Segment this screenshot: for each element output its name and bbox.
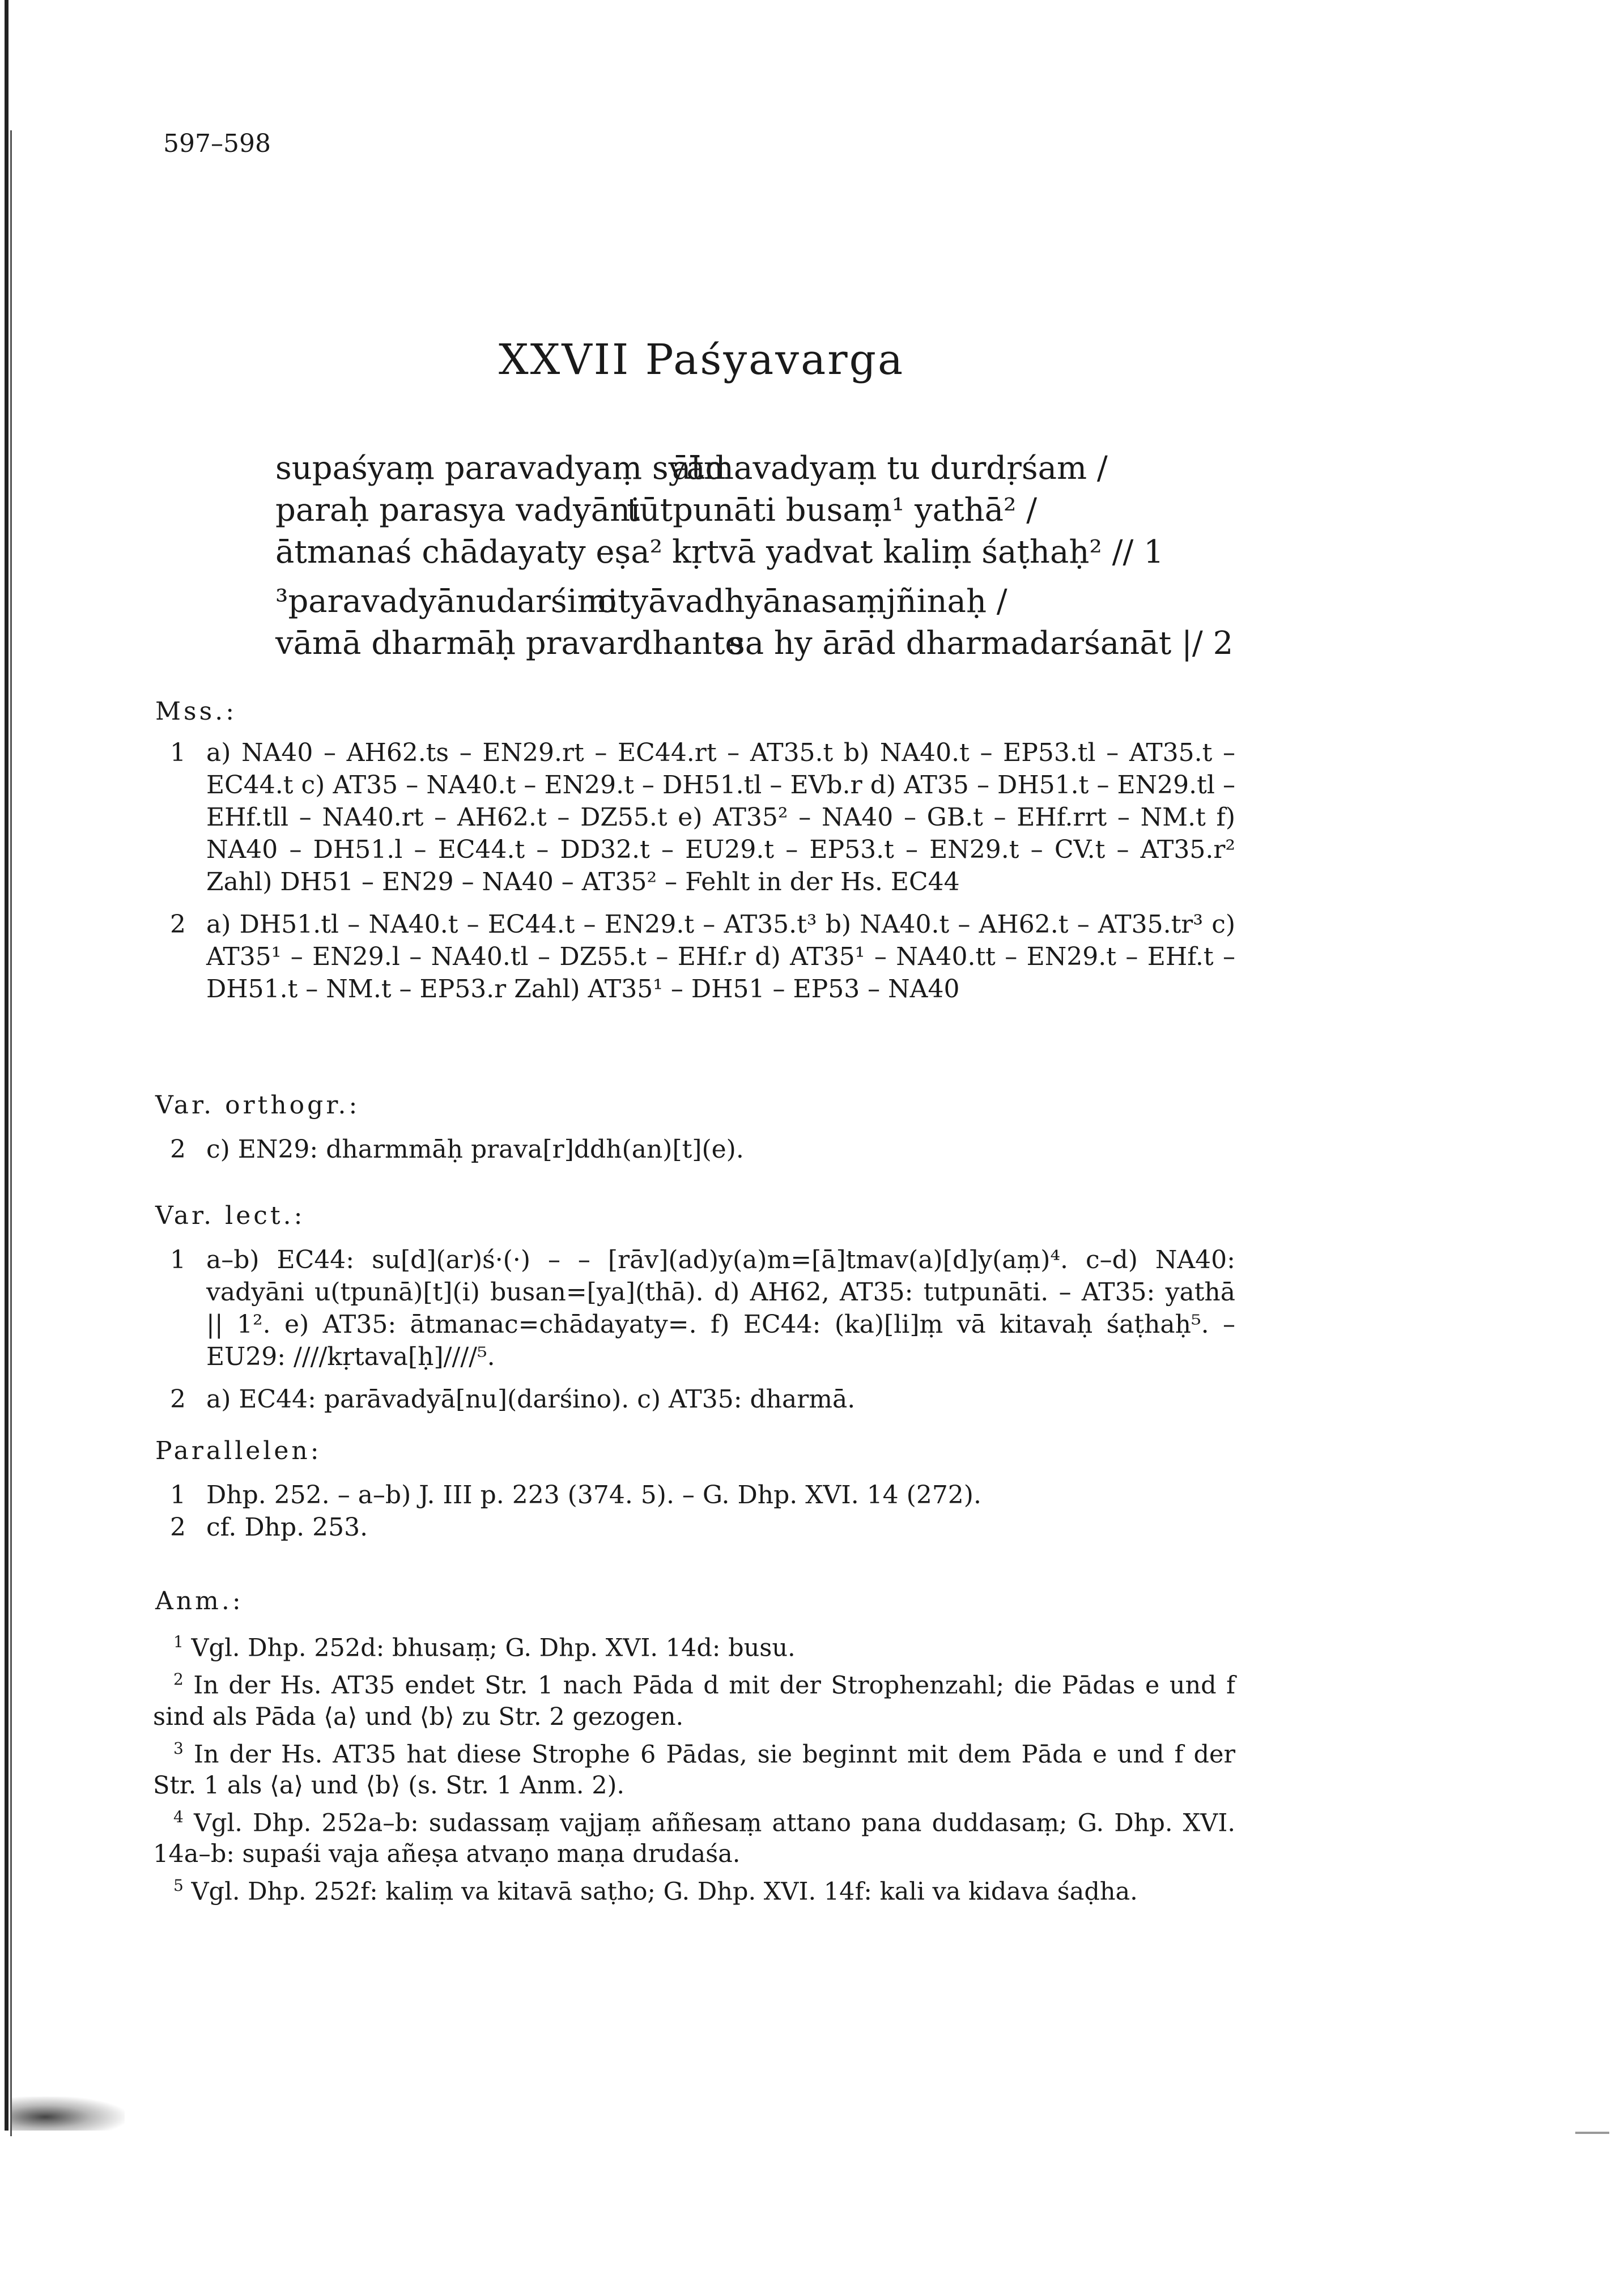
mss-list — [170, 737, 1235, 1015]
pada-a: paraḥ parasya vadyāni — [275, 492, 641, 529]
pada-a: ³paravadyānudarśino — [275, 583, 617, 620]
pada-a: ātmanaś chādayaty eṣa² — [275, 534, 663, 571]
parallelen-entry — [170, 1511, 1235, 1544]
mss-entry — [170, 737, 1235, 898]
var-orthogr-list — [170, 1133, 1235, 1176]
entry-text: a) DH51.tl – NA40.t – EC44.t – EN29.t – AT35.t³ b) NA40.t – AH62.t – AT35.tr³ c) AT35¹ – EN29.l – NA40.tl – DZ55.t – EHf.r d) AT35¹ – NA40.tt – EN29.t – EHf.t – DH51.t – NM.t – EP53.r Zahl) AT35¹ – DH51 – EP53 – NA40 — [206, 910, 1235, 1004]
var-lect-list — [170, 1244, 1235, 1426]
pada-a: vāmā dharmāḥ pravardhante — [275, 625, 744, 662]
scan-left-edge — [5, 0, 8, 2131]
scan-smudge — [11, 2097, 125, 2131]
entry-number: 1 — [170, 738, 186, 767]
entry-number: 2 — [170, 910, 186, 939]
pada-b: tūtpunāti busaṃ¹ yathā² / — [627, 492, 1038, 529]
footnote — [153, 1801, 1235, 1870]
footnote-text: In der Hs. AT35 endet Str. 1 nach Pāda d mit der Strophenzahl; die Pādas e und f sind als Pāda ⟨a⟩ und ⟨b⟩ zu Str. 2 gezogen. — [153, 1671, 1235, 1731]
footnote — [153, 1870, 1235, 1907]
parallelen-list — [170, 1479, 1235, 1554]
footnote-mark: 1 — [173, 1632, 184, 1651]
parallelen-entry — [170, 1479, 1235, 1511]
entry-number: 1 — [170, 1245, 186, 1274]
entry-number: 2 — [170, 1385, 186, 1414]
pada-b: kṛtvā yadvat kaliṃ śaṭhaḥ² // 1 — [672, 534, 1164, 571]
pada-b: nityāvadhyānasaṃjñinaḥ / — [587, 583, 1007, 620]
var-orthogr-heading: Var. orthogr.: — [155, 1091, 360, 1120]
footnote-mark: 5 — [173, 1876, 184, 1895]
anm-notes — [153, 1626, 1235, 1908]
footnote-mark: 3 — [173, 1738, 184, 1758]
anm-heading: Anm.: — [155, 1587, 244, 1615]
pada-a: supaśyaṃ paravadyaṃ syād — [275, 450, 726, 487]
entry-text: a) NA40 – AH62.ts – EN29.rt – EC44.rt – AT35.t b) NA40.t – EP53.tl – AT35.t – EC44.t c) AT35 – NA40.t – EN29.t – DH51.tl – EVb.r d) AT35 – DH51.t – EN29.tl – EHf.tll – NA40.rt – AH62.t – DZ55.t e) AT35² – NA40 – GB.t – EHf.rrt – NM.t f) NA40 – DH51.l – EC44.t – DD32.t – EU29.t – EP53.t – EN29.t – CV.t – AT35.r² Zahl) DH51 – EN29 – NA40 – AT35² – Fehlt in der Hs. EC44 — [206, 738, 1235, 896]
entry-number: 2 — [170, 1135, 186, 1164]
footnote-mark: 2 — [173, 1670, 184, 1689]
footnote-mark: 4 — [173, 1807, 184, 1826]
footnote-text: In der Hs. AT35 hat diese Strophe 6 Pādas, sie beginnt mit dem Pāda e und f der Str. 1 als ⟨a⟩ und ⟨b⟩ (s. Str. 1 Anm. 2). — [153, 1740, 1236, 1800]
mss-entry — [170, 908, 1235, 1005]
var-lect-entry — [170, 1244, 1235, 1373]
entry-text: Dhp. 252. – a–b) J. III p. 223 (374. 5). – G. Dhp. XVI. 14 (272). — [206, 1481, 981, 1510]
parallelen-heading: Parallelen: — [155, 1436, 322, 1465]
page-number: 597–598 — [163, 129, 271, 158]
var-orthogr-entry — [170, 1133, 1235, 1166]
mss-heading: Mss.: — [155, 697, 237, 726]
chapter-title: XXVII Paśyavarga — [499, 335, 905, 384]
var-lect-entry — [170, 1383, 1235, 1415]
footnote — [153, 1664, 1235, 1732]
footnote-text: Vgl. Dhp. 252f: kaliṃ va kitavā saṭho; G. Dhp. XVI. 14f: kali va kidava śaḍha. — [191, 1877, 1138, 1906]
pada-b: sa hy ārād dharmadarśanāt |/ 2 — [729, 625, 1234, 662]
footnote — [153, 1626, 1235, 1664]
entry-text: c) EN29: dharmmāḥ prava[r]ddh(an)[t](e). — [206, 1135, 744, 1164]
footnote-text: Vgl. Dhp. 252a–b: sudassaṃ vajjaṃ aññesaṃ attano pana duddasaṃ; G. Dhp. XVI. 14a–b: supaśi vaja añeṣa atvaṇo maṇa drudaśa. — [153, 1809, 1236, 1869]
var-lect-heading: Var. lect.: — [155, 1201, 305, 1230]
scan-mark — [1575, 2132, 1609, 2134]
footnote-text: Vgl. Dhp. 252d: bhusaṃ; G. Dhp. XVI. 14d: busu. — [191, 1634, 796, 1663]
entry-text: cf. Dhp. 253. — [206, 1513, 368, 1542]
scan-left-edge-shadow — [10, 130, 12, 2136]
pada-b: ātmavadyaṃ tu durdṛśam / — [672, 450, 1108, 487]
entry-text: a–b) EC44: su[d](ar)ś·(·) – – [rāv](ad)y(a)m=[ā]tmav(a)[d]y(aṃ)⁴. c–d) NA40: vadyāni u(tpunā)[t](i) busan=[ya](thā). d) AH62, AT35: tutpunāti. – AT35: yathā || 1². e) AT35: ātmanac=chādayaty=. f) EC44: (ka)[li]ṃ vā kitavaḥ śaṭhaḥ⁵. – EU29: ////kṛtava[ḥ]////⁵. — [206, 1245, 1235, 1371]
footnote — [153, 1733, 1235, 1801]
entry-number: 1 — [170, 1481, 186, 1510]
entry-text: a) EC44: parāvadyā[nu](darśino). c) AT35: dharmā. — [206, 1385, 856, 1414]
entry-number: 2 — [170, 1513, 186, 1542]
